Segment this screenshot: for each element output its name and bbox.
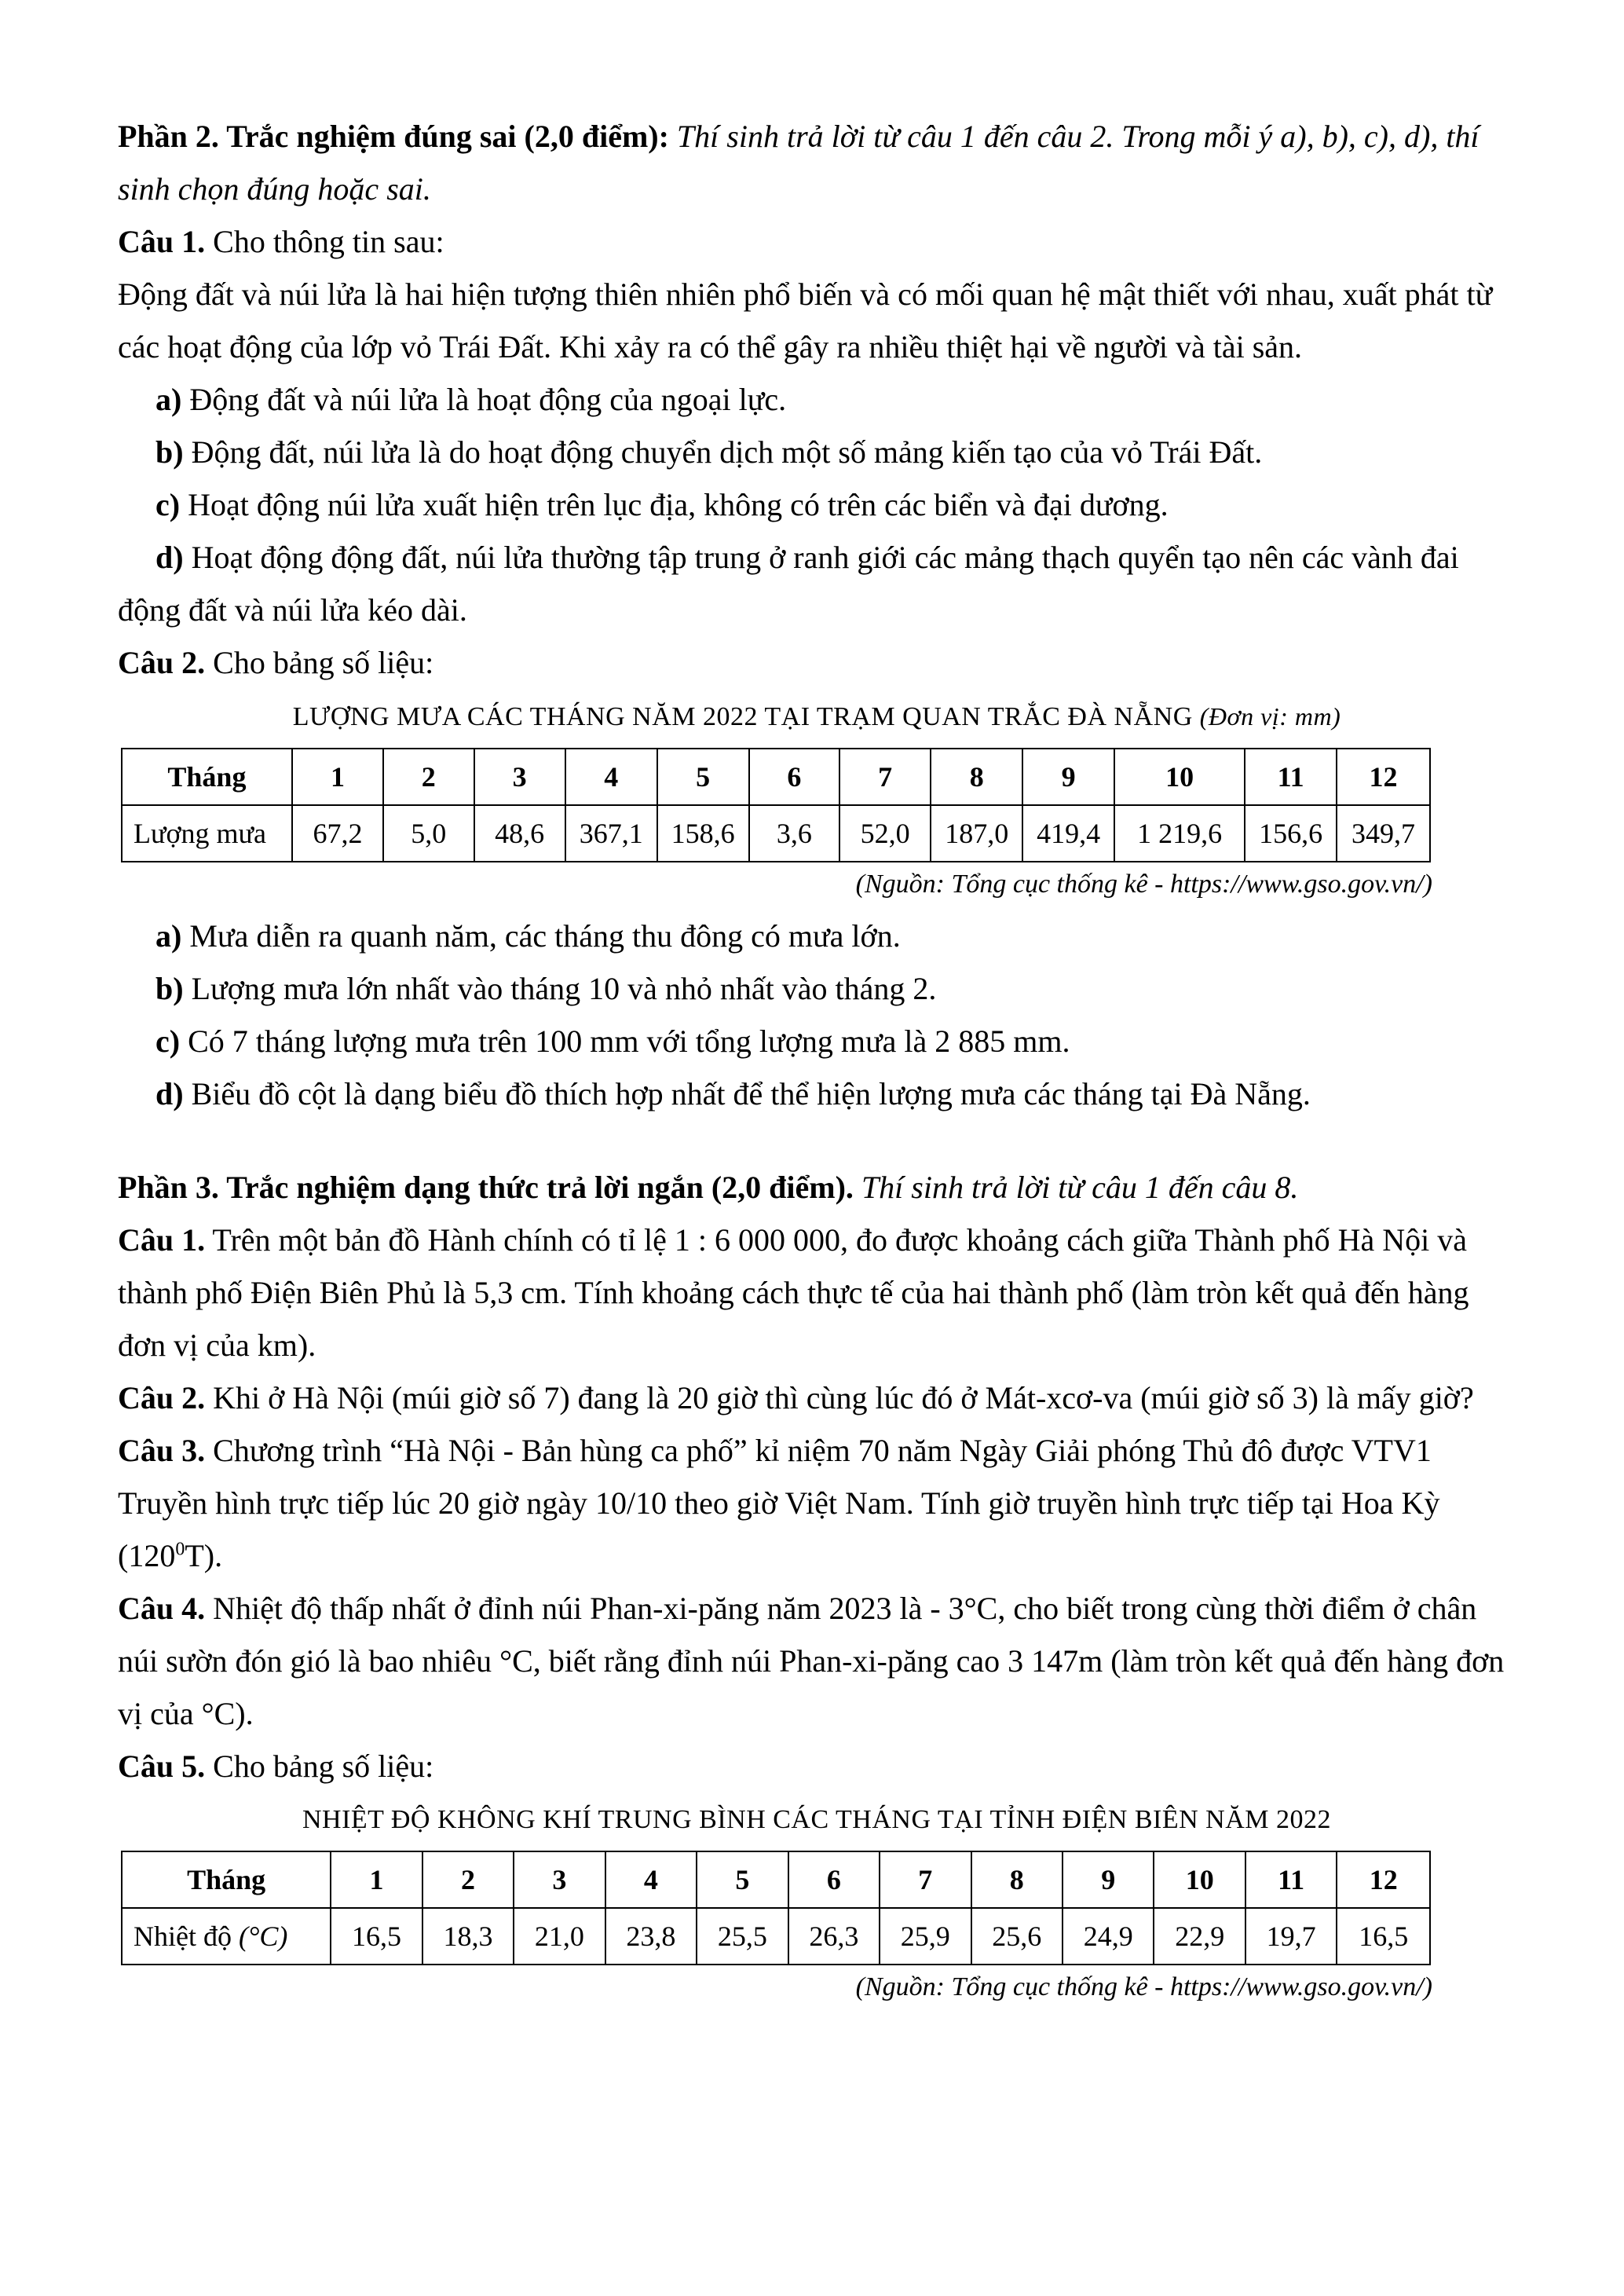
answer-option — [118, 1067, 1516, 1120]
table-cell: 67,2 — [292, 805, 383, 862]
question-text: Chương trình “Hà Nội - Bản hùng ca phố” kỉ niệm 70 năm Ngày Giải phóng Thủ đô được VTV1 Truyền hình trực tiếp lúc 20 giờ ngày 10/10 theo giờ Việt Nam. Tính giờ truyền hình trực tiếp tại Hoa Kỳ (120 — [118, 1433, 1440, 1573]
answer-option — [118, 531, 1516, 636]
part2-q2-heading — [118, 636, 1516, 689]
table-header-cell: 1 — [292, 749, 383, 805]
table-title-text: NHIỆT ĐỘ KHÔNG KHÍ TRUNG BÌNH CÁC THÁNG TẠI TỈNH ĐIỆN BIÊN NĂM 2022 — [302, 1805, 1331, 1834]
table-cell: 419,4 — [1022, 805, 1114, 862]
question-label: Câu 2. — [118, 645, 206, 680]
table-header-cell: 12 — [1337, 749, 1430, 805]
table-header-cell: 2 — [422, 1851, 514, 1908]
answer-option — [118, 426, 1516, 478]
answer-option — [118, 373, 1516, 426]
option-key: c) — [155, 487, 181, 522]
table-cell: 187,0 — [931, 805, 1022, 862]
part3-title: Phần 3. Trắc nghiệm dạng thức trả lời ngắn (2,0 điểm). — [118, 1170, 854, 1205]
part3-question — [118, 1582, 1516, 1740]
table-header-cell: 9 — [1063, 1851, 1154, 1908]
table-header-cell: 4 — [565, 749, 657, 805]
table-cell: 25,5 — [697, 1908, 788, 1965]
table-source: (Nguồn: Tổng cục thống kê - https://www.gso.gov.vn/) — [855, 870, 1432, 899]
question-prompt: Cho bảng số liệu: — [213, 645, 434, 680]
table-header-cell: 9 — [1022, 749, 1114, 805]
table-header-cell: 5 — [657, 749, 749, 805]
question-prompt: Cho bảng số liệu: — [213, 1749, 434, 1784]
option-key: a) — [155, 918, 182, 954]
question-label: Câu 5. — [118, 1749, 206, 1784]
question-text-end: T). — [185, 1538, 223, 1573]
table-cell: 25,6 — [971, 1908, 1063, 1965]
table-header-cell: 7 — [839, 749, 931, 805]
table-cell: 158,6 — [657, 805, 749, 862]
table-cell: 3,6 — [749, 805, 839, 862]
table-header-cell: 5 — [697, 1851, 788, 1908]
question-label: Câu 1. — [118, 224, 206, 259]
table-cell: 25,9 — [880, 1908, 971, 1965]
table-header-cell: Tháng — [122, 1851, 331, 1908]
table-header-row — [122, 749, 1430, 805]
table-row-label — [122, 1908, 331, 1965]
table-header-cell: 4 — [605, 1851, 697, 1908]
table-cell: 21,0 — [514, 1908, 605, 1965]
part3-question — [118, 1424, 1516, 1582]
table-unit: (Đơn vị: mm) — [1199, 702, 1341, 731]
answer-option — [118, 910, 1516, 962]
option-text: Hoạt động động đất, núi lửa thường tập trung ở ranh giới các mảng thạch quyển tạo nên các vành đai động đất và núi lửa kéo dài. — [118, 540, 1459, 628]
option-text: Biểu đồ cột là dạng biểu đồ thích hợp nhất để thể hiện lượng mưa các tháng tại Đà Nẵng. — [191, 1076, 1311, 1111]
document-page — [118, 110, 1516, 2012]
question-text: Nhiệt độ thấp nhất ở đỉnh núi Phan-xi-păng năm 2023 là - 3°C, cho biết trong cùng thời điểm ở chân núi sườn đón gió là bao nhiêu °C, biết rằng đỉnh núi Phan-xi-păng cao 3 147m (làm tròn kết quả đến hàng đơn vị của °C). — [118, 1591, 1505, 1731]
option-text: Hoạt động núi lửa xuất hiện trên lục địa, không có trên các biển và đại dương. — [188, 487, 1169, 522]
table-cell: 19,7 — [1245, 1908, 1337, 1965]
option-key: a) — [155, 382, 182, 417]
answer-option — [118, 962, 1516, 1015]
table-header-cell: 11 — [1245, 749, 1337, 805]
table-header-cell: 3 — [514, 1851, 605, 1908]
option-key: c) — [155, 1023, 181, 1059]
question-text: Trên một bản đồ Hành chính có tỉ lệ 1 : 6 000 000, đo được khoảng cách giữa Thành phố Hà Nội và thành phố Điện Biên Phủ là 5,3 cm. Tính khoảng cách thực tế của hai thành phố (làm tròn kết quả đến hàng đơn vị của km). — [118, 1222, 1469, 1363]
table-header-cell: 6 — [788, 1851, 880, 1908]
part3-heading — [118, 1161, 1516, 1214]
question-label: Câu 2. — [118, 1380, 206, 1415]
option-text: Động đất và núi lửa là hoạt động của ngoại lực. — [189, 382, 787, 417]
table-cell: 26,3 — [788, 1908, 880, 1965]
part3-question — [118, 1214, 1516, 1371]
table-cell: 349,7 — [1337, 805, 1430, 862]
table-cell: 24,9 — [1063, 1908, 1154, 1965]
table-cell: 52,0 — [839, 805, 931, 862]
table-header-row — [122, 1851, 1430, 1908]
part2-q1-heading — [118, 215, 1516, 268]
row-label-text: Nhiệt độ — [134, 1921, 232, 1952]
table-header-cell: Tháng — [122, 749, 292, 805]
answer-option — [118, 478, 1516, 531]
degree-superscript: 0 — [175, 1539, 185, 1560]
option-key: d) — [155, 540, 184, 575]
option-text: Có 7 tháng lượng mưa trên 100 mm với tổng lượng mưa là 2 885 mm. — [188, 1023, 1070, 1059]
table-header-cell: 10 — [1114, 749, 1245, 805]
table-title — [118, 1802, 1516, 1838]
table-row — [122, 805, 1430, 862]
table-header-cell: 8 — [971, 1851, 1063, 1908]
table-header-cell: 6 — [749, 749, 839, 805]
option-key: b) — [155, 434, 184, 470]
answer-option — [118, 1015, 1516, 1067]
table-cell: 367,1 — [565, 805, 657, 862]
part3-instruction: Thí sinh trả lời từ câu 1 đến câu 8. — [861, 1170, 1299, 1205]
temperature-table — [121, 1851, 1431, 1965]
row-label-unit: (°C) — [238, 1921, 288, 1952]
table-header-cell: 11 — [1245, 1851, 1337, 1908]
option-text: Lượng mưa lớn nhất vào tháng 10 và nhỏ nhất vào tháng 2. — [191, 971, 937, 1006]
option-text: Mưa diễn ra quanh năm, các tháng thu đông có mưa lớn. — [189, 918, 901, 954]
part3-question — [118, 1371, 1516, 1424]
rainfall-table — [121, 748, 1431, 862]
table-cell: 156,6 — [1245, 805, 1337, 862]
part3-question — [118, 1740, 1516, 1792]
option-key: d) — [155, 1076, 184, 1111]
table-row-label: Lượng mưa — [122, 805, 292, 862]
question-label: Câu 1. — [118, 1222, 206, 1258]
table-cell: 1 219,6 — [1114, 805, 1245, 862]
part2-instruction: Thí sinh trả lời từ câu 1 đến câu 2. Trong mỗi ý a), b), c), d), thí sinh chọn đúng hoặc sai. — [118, 119, 1480, 207]
table-header-cell: 12 — [1337, 1851, 1430, 1908]
part2-title: Phần 2. Trắc nghiệm đúng sai (2,0 điểm): — [118, 119, 669, 154]
part2-heading — [118, 110, 1516, 215]
table-header-cell: 3 — [474, 749, 565, 805]
table-cell: 48,6 — [474, 805, 565, 862]
option-text: Động đất, núi lửa là do hoạt động chuyển dịch một số mảng kiến tạo của vỏ Trái Đất. — [191, 434, 1263, 470]
table-header-cell: 10 — [1154, 1851, 1245, 1908]
question-label: Câu 4. — [118, 1591, 206, 1626]
part2-q1-passage: Động đất và núi lửa là hai hiện tượng thiên nhiên phổ biến và có mối quan hệ mật thiết với nhau, xuất phát từ các hoạt động của lớp vỏ Trái Đất. Khi xảy ra có thể gây ra nhiều thiệt hại về người và tài sản. — [118, 276, 1493, 364]
table-row — [122, 1908, 1430, 1965]
table-cell: 23,8 — [605, 1908, 697, 1965]
table-cell: 16,5 — [331, 1908, 422, 1965]
question-text: Khi ở Hà Nội (múi giờ số 7) đang là 20 giờ thì cùng lúc đó ở Mát-xcơ-va (múi giờ số 3) là mấy giờ? — [213, 1380, 1474, 1415]
table-header-cell: 7 — [880, 1851, 971, 1908]
table-header-cell: 2 — [383, 749, 474, 805]
table-cell: 16,5 — [1337, 1908, 1430, 1965]
table-source: (Nguồn: Tổng cục thống kê - https://www.gso.gov.vn/) — [855, 1972, 1432, 2001]
option-key: b) — [155, 971, 184, 1006]
table-title-text: LƯỢNG MƯA CÁC THÁNG NĂM 2022 TẠI TRẠM QUAN TRẮC ĐÀ NẴNG — [292, 702, 1193, 731]
table-cell: 18,3 — [422, 1908, 514, 1965]
table-cell: 22,9 — [1154, 1908, 1245, 1965]
section-spacer — [118, 1120, 1516, 1161]
table-cell: 5,0 — [383, 805, 474, 862]
question-prompt: Cho thông tin sau: — [213, 224, 444, 259]
table-header-cell: 8 — [931, 749, 1022, 805]
table-header-cell: 1 — [331, 1851, 422, 1908]
question-label: Câu 3. — [118, 1433, 206, 1468]
table-title — [118, 698, 1516, 735]
